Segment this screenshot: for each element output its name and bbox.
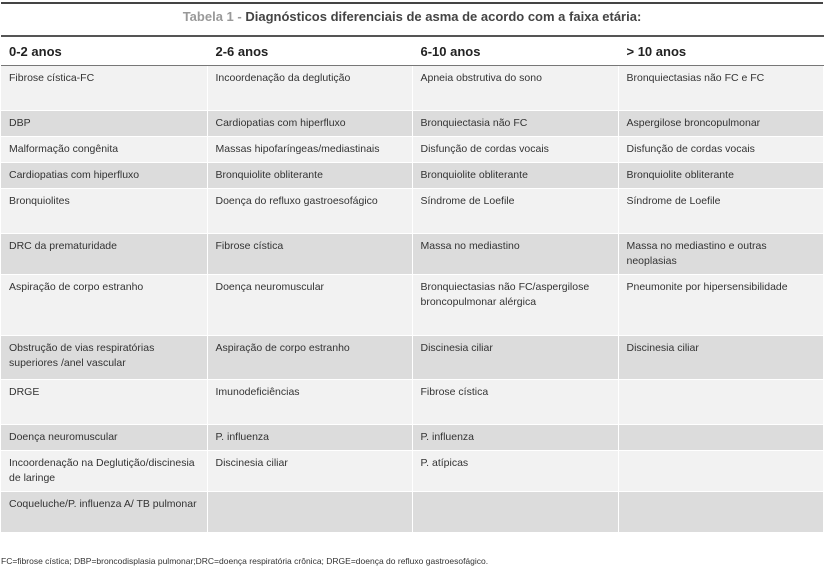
- header-6-10: 6-10 anos: [412, 36, 618, 66]
- table-cell: Bronquiolites: [1, 189, 207, 234]
- table-cell: Aspergilose broncopulmonar: [618, 111, 823, 137]
- table-cell: Doença do refluxo gastroesofágico: [207, 189, 412, 234]
- table-row: [1, 492, 823, 533]
- table-row: [1, 336, 823, 380]
- table-cell: Massas hipofaríngeas/mediastinais: [207, 137, 412, 163]
- table-row: [1, 163, 823, 189]
- header-row: [1, 36, 823, 66]
- table-cell: Incoordenação da deglutição: [207, 66, 412, 111]
- table-cell: Massa no mediastino: [412, 234, 618, 275]
- table-row: [1, 137, 823, 163]
- table-cell: Discinesia ciliar: [207, 451, 412, 492]
- table-cell: Massa no mediastino e outras neoplasias: [618, 234, 823, 275]
- table-row: [1, 451, 823, 492]
- header-2-6: 2-6 anos: [207, 36, 412, 66]
- table-cell: Fibrose cística: [412, 380, 618, 425]
- table-cell: Cardiopatias com hiperfluxo: [1, 163, 207, 189]
- table-cell: [412, 492, 618, 533]
- table-cell: Cardiopatias com hiperfluxo: [207, 111, 412, 137]
- table-cell: [207, 492, 412, 533]
- table-footnote: FC=fibrose cística; DBP=broncodisplasia pulmonar;DRC=doença respiratória crônica; DRGE=doença do refluxo gastroesofágico.: [1, 556, 489, 566]
- table-cell: Malformação congênita: [1, 137, 207, 163]
- table-number: Tabela 1 -: [182, 9, 242, 24]
- table-cell: Bronquiectasias não FC/aspergilose broncopulmonar alérgica: [412, 275, 618, 336]
- table-cell: Bronquiectasia não FC: [412, 111, 618, 137]
- table-cell: P. influenza: [412, 425, 618, 451]
- table-cell: P. atípicas: [412, 451, 618, 492]
- table-row: [1, 425, 823, 451]
- table-row: [1, 66, 823, 111]
- table-cell: Doença neuromuscular: [1, 425, 207, 451]
- table-cell: Bronquiolite obliterante: [412, 163, 618, 189]
- table-cell: Aspiração de corpo estranho: [207, 336, 412, 380]
- table-row: [1, 189, 823, 234]
- table-cell: Síndrome de Loefile: [412, 189, 618, 234]
- table-cell: Discinesia ciliar: [618, 336, 823, 380]
- table-cell: P. influenza: [207, 425, 412, 451]
- table-cell: Fibrose cística-FC: [1, 66, 207, 111]
- table-row: [1, 234, 823, 275]
- table-cell: [618, 492, 823, 533]
- diagnosis-table: [1, 35, 824, 533]
- table-cell: DBP: [1, 111, 207, 137]
- header-0-2: 0-2 anos: [1, 36, 207, 66]
- table-row: [1, 275, 823, 336]
- header-10-plus: > 10 anos: [618, 36, 823, 66]
- table-cell: Disfunção de cordas vocais: [618, 137, 823, 163]
- table-cell: Bronquiolite obliterante: [618, 163, 823, 189]
- table-cell: Apneia obstrutiva do sono: [412, 66, 618, 111]
- table-caption: [1, 2, 823, 29]
- table-cell: Coqueluche/P. influenza A/ TB pulmonar: [1, 492, 207, 533]
- table-title: Diagnósticos diferenciais de asma de acordo com a faixa etária:: [245, 9, 642, 24]
- table-cell: Imunodeficiências: [207, 380, 412, 425]
- table-cell: Aspiração de corpo estranho: [1, 275, 207, 336]
- table-cell: DRGE: [1, 380, 207, 425]
- table-row: [1, 380, 823, 425]
- table-cell: Disfunção de cordas vocais: [412, 137, 618, 163]
- table-cell: Bronquiectasias não FC e FC: [618, 66, 823, 111]
- table-cell: Obstrução de vias respiratórias superiores /anel vascular: [1, 336, 207, 380]
- table-cell: Síndrome de Loefile: [618, 189, 823, 234]
- table-cell: Discinesia ciliar: [412, 336, 618, 380]
- table-cell: DRC da prematuridade: [1, 234, 207, 275]
- table-cell: Bronquiolite obliterante: [207, 163, 412, 189]
- table-cell: [618, 425, 823, 451]
- table-cell: Doença neuromuscular: [207, 275, 412, 336]
- table-row: [1, 111, 823, 137]
- table-cell: Incoordenação na Deglutição/discinesia de laringe: [1, 451, 207, 492]
- table-cell: [618, 451, 823, 492]
- table-cell: Pneumonite por hipersensibilidade: [618, 275, 823, 336]
- table-cell: Fibrose cística: [207, 234, 412, 275]
- table-cell: [618, 380, 823, 425]
